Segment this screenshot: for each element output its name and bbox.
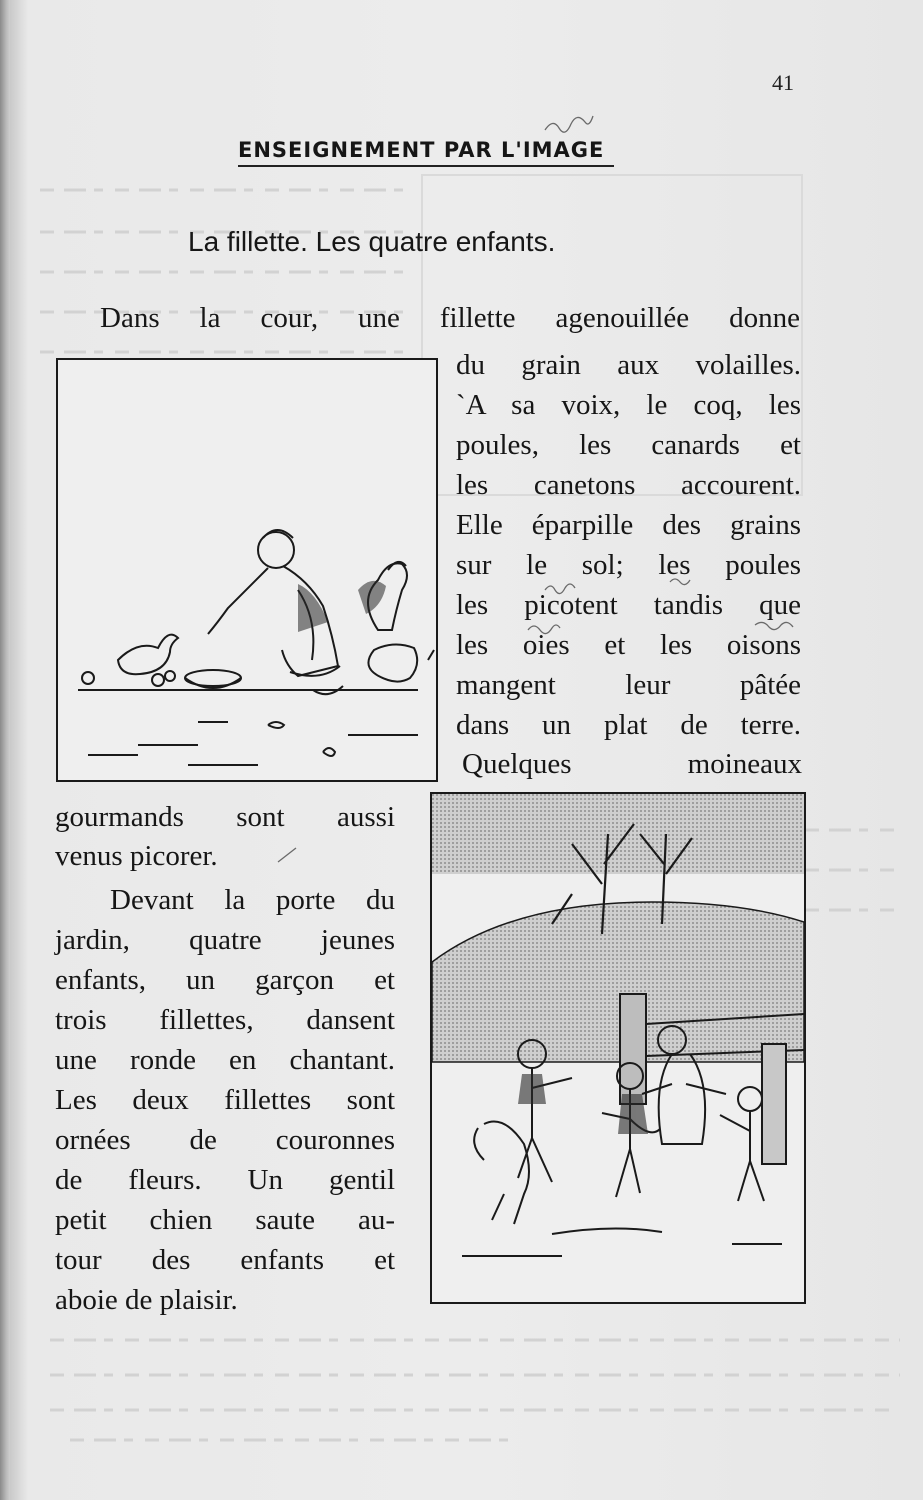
paragraph2-line: Devant la porte du	[110, 884, 395, 916]
paragraph1-line: Quelques moineaux	[462, 748, 802, 780]
paragraph1-line: Dans la cour, une fillette agenouillée donne	[100, 302, 800, 334]
paragraph1-line: `A sa voix, le coq, les	[456, 389, 801, 421]
paragraph2-line: de fleurs. Un gentil	[55, 1164, 395, 1196]
page-number: 41	[772, 70, 794, 95]
paragraph2-line: jardin, quatre jeunes	[55, 924, 395, 956]
illustration-girl-feeding-poultry	[56, 358, 438, 782]
illustration-children-dancing	[430, 792, 806, 1304]
paragraph2-line: Les deux fillettes sont	[55, 1084, 395, 1116]
paragraph1-line: mangent leur pâtée	[456, 669, 801, 701]
paragraph1-line: les canetons accourent.	[456, 469, 801, 501]
section-header: ENSEIGNEMENT PAR L'IMAGE	[238, 138, 614, 167]
paragraph1-line: Elle éparpille des grains	[456, 509, 801, 541]
paragraph1-line: poules, les canards et	[456, 429, 801, 461]
lesson-title: La fillette. Les quatre enfants.	[188, 226, 556, 257]
paragraph1-line: les picotent tandis que	[456, 589, 801, 621]
book-page	[10, 0, 923, 1500]
paragraph2-line: enfants, un garçon et	[55, 964, 395, 996]
book-binding	[0, 0, 10, 1500]
paragraph2-line: tour des enfants et	[55, 1244, 395, 1276]
paragraph1-line: venus picorer.	[55, 840, 218, 872]
paragraph1-line: dans un plat de terre.	[456, 709, 801, 741]
paragraph2-line: petit chien saute au-	[55, 1204, 395, 1236]
paragraph1-line: gourmands sont aussi	[55, 801, 395, 833]
paragraph2-line: ornées de couronnes	[55, 1124, 395, 1156]
paragraph1-line: du grain aux volailles.	[456, 349, 801, 381]
paragraph1-line: sur le sol; les poules	[456, 549, 801, 581]
paragraph2-line: une ronde en chantant.	[55, 1044, 395, 1076]
paragraph1-line: les oies et les oisons	[456, 629, 801, 661]
paragraph2-line: trois fillettes, dansent	[55, 1004, 395, 1036]
paragraph2-line: aboie de plaisir.	[55, 1284, 238, 1316]
